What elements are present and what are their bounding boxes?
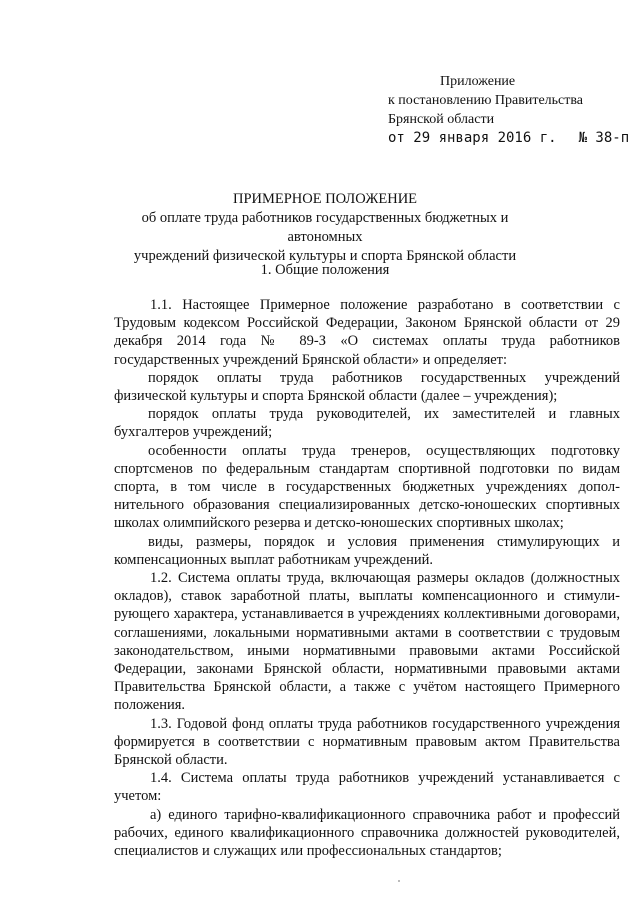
document-heading — [110, 190, 540, 266]
scan-artifact — [398, 880, 400, 882]
paragraph-list-item: порядок оплаты труда работников государственных учреждений физической культуры и спорта Брянской области (далее – учреждения); — [114, 369, 620, 405]
paragraph-1-4-a: а) единого тарифно-квалификационного справочника работ и профессий рабочих, единого квалификационного справочника должностей руководителей, специалистов и служащих или профессиональных стандартов; — [114, 806, 620, 860]
appendix-date-line — [388, 129, 629, 148]
document-subtitle-line2: учреждений физической культуры и спорта Брянской области — [133, 248, 517, 264]
paragraph-list-item: порядок оплаты труда руководителей, их заместителей и главных бухгалтеров учреждений; — [114, 406, 620, 441]
section-title: 1. Общие положения — [260, 262, 390, 278]
paragraph-1-1: 1.1. Настоящее Примерное положение разработано в соответствии с Трудовым кодексом Российской Федерации, Законом Брянской области от 29 декабря 2014 года № 89-З «О системах оплаты труда работников государственных учреждений Брянской области» и определяет: — [114, 297, 620, 368]
paragraph-list-item: виды, размеры, порядок и условия применения стимулирующих и компенсационных выплат работникам учреждений. — [114, 533, 620, 568]
document-subtitle-line1: об оплате труда работников государственных бюджетных и автономных — [141, 210, 509, 245]
appendix-number: № 38-п — [578, 130, 630, 146]
paragraph-1-3: 1.3. Годовой фонд оплаты труда работников государственного учреждения формируется в соответствии с нормативным правовым актом Правительства Брянской области. — [114, 715, 620, 769]
paragraph-1-2: 1.2. Система оплаты труда, включающая размеры окладов (должностных окладов), ставок заработной платы, выплаты компенсационного и стимулирующего характера, устанавливается в учреждениях коллективными договорами, соглашениями, локальными нормативными актами в соответствии с трудовым законодательством, иными нормативными правовыми актами Российской Федерации, законами Брянской области, нормативными правовыми актами Правительства Брянской области, а также с учётом настоящего Примерного положения. — [114, 570, 620, 714]
paragraph-1-4: 1.4. Система оплаты труда работников учреждений устанавливается с учетом: — [114, 770, 620, 805]
appendix-resolution: к постановлению Правительства — [388, 93, 584, 108]
document-body — [114, 296, 620, 860]
paragraph-list-item: особенности оплаты труда тренеров, осуществляющих подготовку спортсменов по федеральным стандартам спортивной подготовки по видам спорта, в том числе в государственных бюджетных учреждениях дополнительного образования специализированных детско-юношеских спортивных школах олимпийского резерва и детско-юношеских спортивных школах; — [114, 442, 620, 532]
document-title: ПРИМЕРНОЕ ПОЛОЖЕНИЕ — [232, 191, 418, 207]
appendix-date: от 29 января 2016 г. — [388, 130, 557, 146]
appendix-label: Приложение — [440, 74, 516, 89]
appendix-region: Брянской области — [388, 112, 495, 127]
appendix-block — [388, 72, 629, 148]
